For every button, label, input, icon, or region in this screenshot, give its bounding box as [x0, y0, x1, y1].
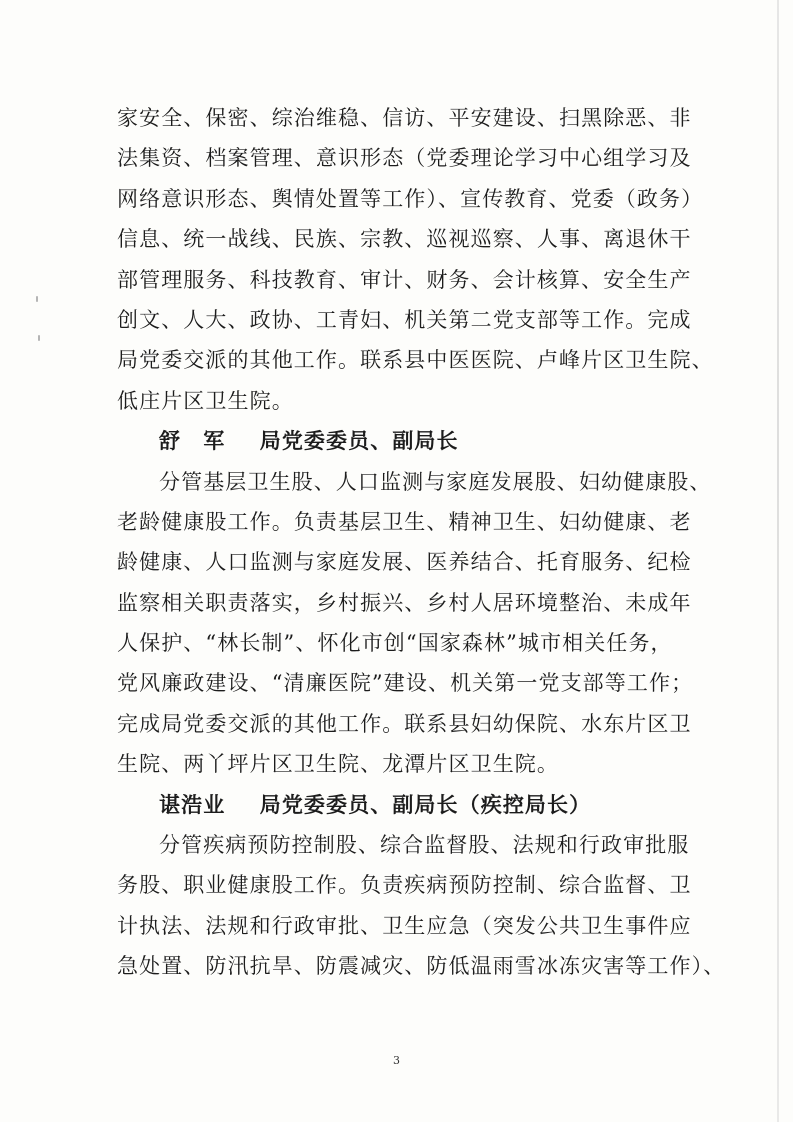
paragraph-line: 家安全、保密、综治维稳、信访、平安建设、扫黑除恶、非	[117, 106, 692, 130]
paragraph-line: 人保护、“林长制”、怀化市创“国家森林”城市相关任务，	[117, 631, 673, 656]
paragraph-line: 分管疾病预防控制股、综合监督股、法规和行政审批服	[159, 833, 690, 858]
paragraph-line: 生院、两丫坪片区卫生院、龙潭片区卫生院。	[117, 752, 559, 777]
paragraph-line: 分管基层卫生股、人口监测与家庭发展股、妇幼健康股、	[159, 469, 712, 494]
document-body	[117, 98, 726, 987]
paragraph-line: 创文、人大、政协、工青妇、机关第二党支部等工作。完成	[117, 307, 692, 332]
paragraph-line: 监察相关职责落实，乡村振兴、乡村人居环境整治、未成年	[117, 590, 692, 615]
paragraph-line: 计执法、法规和行政审批、卫生应急（突发公共卫生事件应	[117, 913, 692, 938]
paragraph-line: 党风廉政建设、“清廉医院”建设、机关第一党支部等工作；	[117, 671, 694, 696]
paragraph-line: 龄健康、人口监测与家庭发展、医养结合、托育服务、纪检	[117, 550, 692, 575]
paragraph-line: 老龄健康股工作。负责基层卫生、精神卫生、妇幼健康、老	[117, 509, 692, 534]
official-name: 舒 军	[159, 428, 226, 454]
paragraph-line: 法集资、档案管理、意识形态（党委理论学习中心组学习及	[117, 146, 692, 171]
section-heading-shujun	[117, 421, 687, 461]
page-number: 3	[393, 1054, 400, 1067]
paragraph-line: 低庄片区卫生院。	[117, 388, 294, 413]
paragraph-line: 部管理服务、科技教育、审计、财务、会计核算、安全生产	[117, 267, 692, 292]
paragraph-line: 完成局党委交派的其他工作。联系县妇幼保院、水东片区卫	[117, 711, 692, 736]
paragraph-line: 急处置、防汛抗旱、防震减灾、防低温雨雪冰冻灾害等工作）、	[117, 954, 726, 979]
section-heading-chenhaoye	[117, 785, 687, 825]
paragraph-line: 网络意识形态、舆情处置等工作）、宣传教育、党委（政务）	[117, 186, 704, 211]
paragraph-line: 务股、职业健康股工作。负责疾病预防控制、综合监督、卫	[117, 873, 692, 898]
scan-edge-shadow	[777, 0, 779, 1122]
paragraph-line: 局党委交派的其他工作。联系县中医医院、卢峰片区卫生院、	[117, 348, 714, 373]
paragraph-line: 信息、统一战线、民族、宗教、巡视巡察、人事、离退休干	[117, 227, 692, 252]
official-title: 局党委委员、副局长	[259, 428, 459, 454]
official-title: 局党委委员、副局长（疾控局长）	[259, 791, 592, 817]
official-name: 谌浩业	[159, 791, 226, 817]
